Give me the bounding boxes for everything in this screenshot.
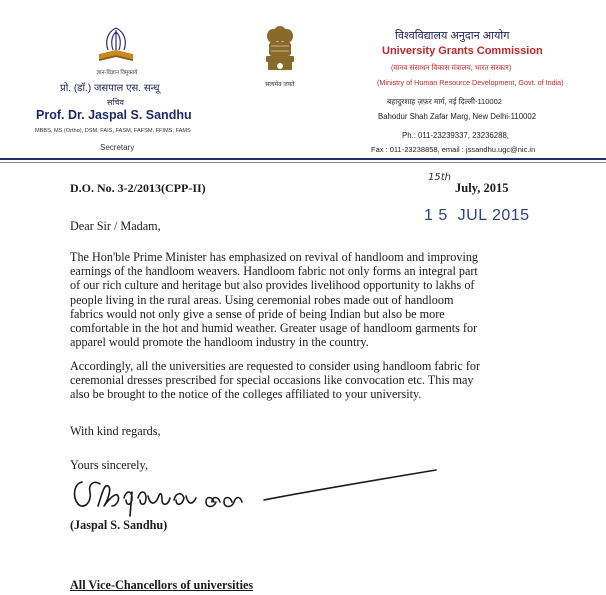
paragraph-1 [70, 250, 600, 349]
handwritten-signature [64, 462, 444, 524]
paragraph-1-line: fabrics would not only give a sense of pride of being Indian but also be more [70, 306, 445, 321]
paragraph-2 [70, 359, 600, 402]
paragraph-1-line: comfortable in the hot and humid weather. Greater usage of handloom garments for [70, 321, 478, 336]
designation: Secretary [100, 143, 135, 152]
ministry-hindi: (मानव संसाधन विकास मंत्रालय, भारत सरकार) [391, 63, 512, 72]
paragraph-1-line: The Hon'ble Prime Minister has emphasized on revival of handloom and improving [70, 250, 479, 264]
paragraph-2-line: ceremonial dresses prescribed for special occasions like convocation etc. This may [70, 373, 474, 388]
ugc-logo [93, 24, 139, 66]
address-hindi: बहादुरशाह ज़फ़र मार्ग, नई दिल्ली-110002 [387, 97, 502, 106]
qualifications: MBBS, MS (Ortho), DSM, FAIS, FASM, FAFSM, FFIMS, FAMS [35, 128, 191, 134]
paragraph-1-line: people living in the rural areas. Using ceremonial robes made out of handloom [70, 292, 454, 307]
ministry-name: (Ministry of Human Resource Development, Govt. of India) [377, 78, 564, 87]
paragraph-2-line: also be brought to the notice of the colleges affiliated to your university. [70, 387, 422, 402]
letter-date: July, 2015 [455, 181, 509, 195]
logo-caption: ज्ञान-विज्ञान विमुक्तये [96, 70, 138, 76]
fax-email: Fax : 011-23238858, email : jssandhu.ugc@nic.in [371, 145, 536, 154]
header-rule [0, 158, 606, 160]
header-rule-thin [0, 162, 606, 163]
reference-number: D.O. No. 3-2/2013(CPP-II) [70, 181, 206, 195]
address: Bahodur Shah Zafar Marg, New Delhi-110002 [378, 112, 537, 121]
org-name-hindi: विश्वविद्यालय अनुदान आयोग [395, 30, 510, 42]
received-date-stamp: 1 5 JUL 2015 [424, 207, 530, 224]
phone: Ph.: 011-23239337, 23236288, [402, 131, 509, 140]
secretary-name: Prof. Dr. Jaspal S. Sandhu [36, 108, 192, 122]
paragraph-2-line: Accordingly, all the universities are requested to consider using handloom fabric for [70, 359, 481, 373]
emblem-motto: सत्यमेव जयते [265, 82, 295, 88]
addressee: All Vice-Chancellors of universities [70, 578, 254, 592]
closing-sincerely: Yours sincerely, [70, 458, 148, 472]
paragraph-1-line: earnings of the handloom weavers. Handloom fabric not only forms an integral part [70, 264, 478, 279]
designation-hindi: सचिव [107, 98, 125, 107]
salutation: Dear Sir / Madam, [70, 219, 161, 233]
signatory-name: (Jaspal S. Sandhu) [70, 518, 168, 532]
national-emblem [262, 24, 298, 76]
closing-regards: With kind regards, [70, 424, 161, 438]
paragraph-1-line: apparel would promote the handloom industry in the country. [70, 335, 369, 350]
paragraph-1-line: of our rich culture and heritage but also provides livelihood opportunity to lakhs of [70, 278, 475, 293]
date-handwritten-day: 15th [428, 172, 451, 183]
org-name: University Grants Commission [382, 45, 543, 57]
secretary-name-hindi: प्रो. (डॉ.) जसपाल एस. सन्धू [60, 83, 160, 94]
